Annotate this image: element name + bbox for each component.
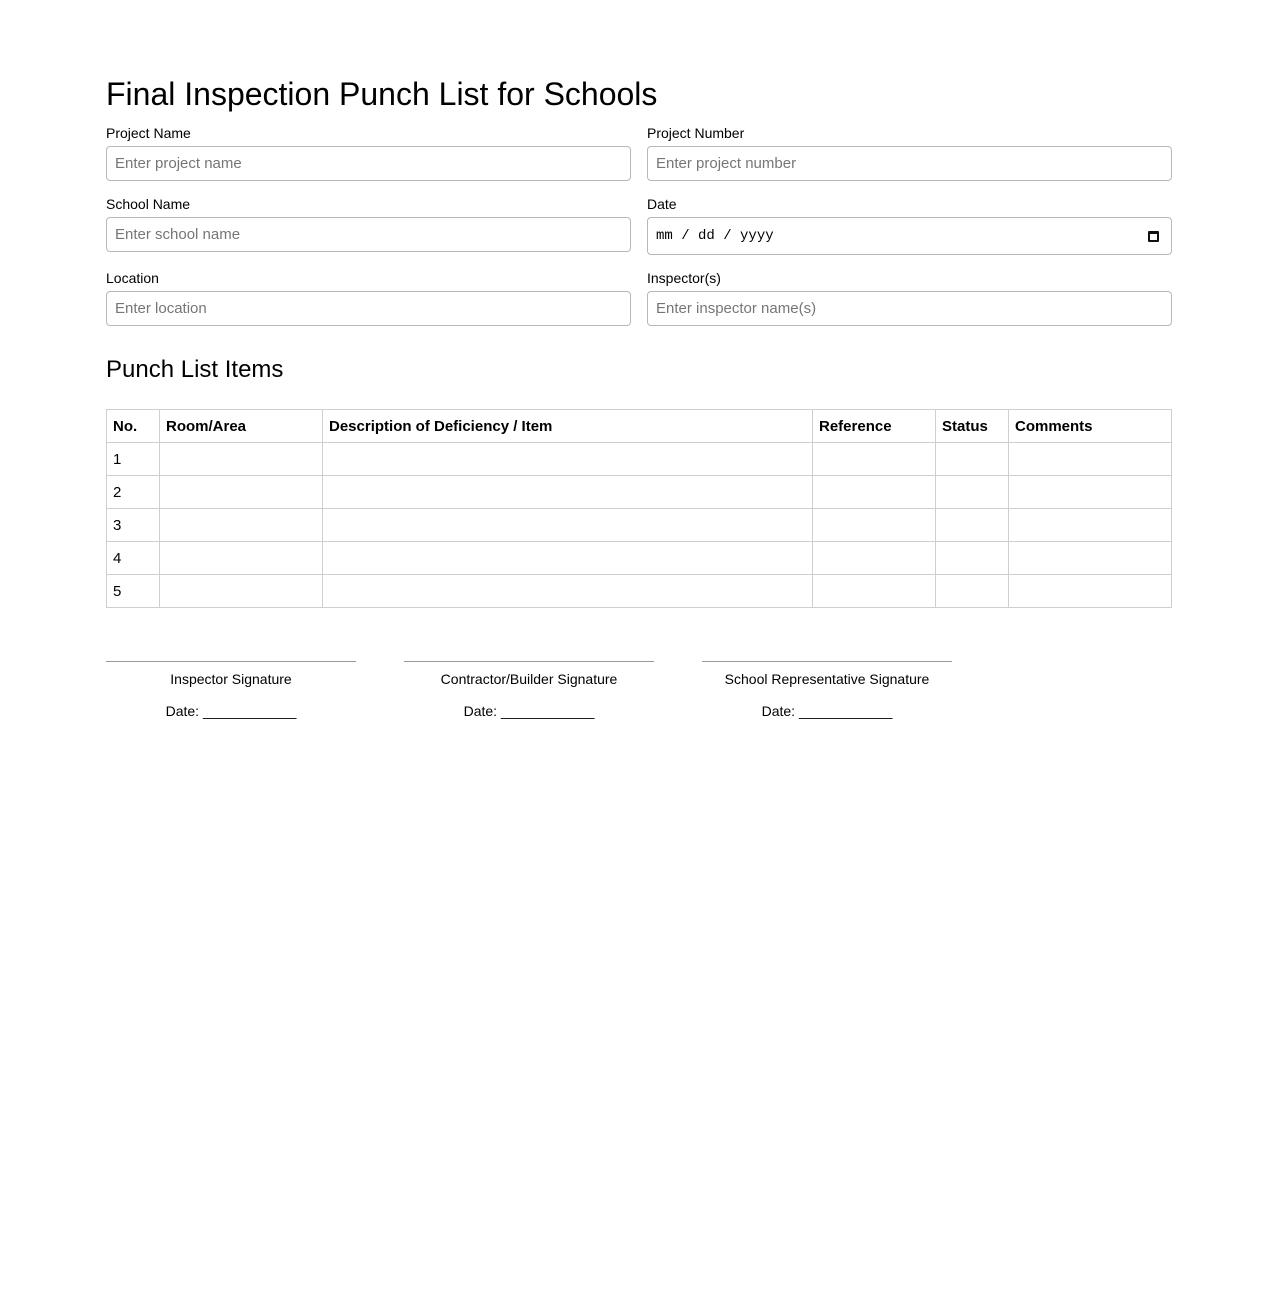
cell-no: 3 — [107, 509, 160, 542]
project-name-field — [106, 125, 631, 181]
cell-reference[interactable] — [813, 575, 936, 608]
table-header-row — [107, 410, 1172, 443]
inspectors-label: Inspector(s) — [647, 270, 721, 286]
cell-reference[interactable] — [813, 542, 936, 575]
cell-comments[interactable] — [1009, 542, 1172, 575]
school-rep-signature-block — [702, 661, 952, 719]
inspectors-field — [647, 270, 1172, 326]
contractor-signature-block — [404, 661, 654, 719]
cell-comments[interactable] — [1009, 476, 1172, 509]
inspector-signature-block — [106, 661, 356, 719]
project-name-label: Project Name — [106, 125, 191, 141]
col-reference: Reference — [813, 410, 936, 443]
cell-no: 4 — [107, 542, 160, 575]
cell-reference[interactable] — [813, 509, 936, 542]
cell-description[interactable] — [323, 476, 813, 509]
cell-room[interactable] — [160, 575, 323, 608]
date-input[interactable] — [647, 217, 1172, 255]
location-input[interactable] — [106, 291, 631, 326]
date-label: Date — [647, 196, 677, 212]
project-number-label: Project Number — [647, 125, 745, 141]
cell-room[interactable] — [160, 476, 323, 509]
col-description: Description of Deficiency / Item — [323, 410, 813, 443]
cell-no: 5 — [107, 575, 160, 608]
cell-reference[interactable] — [813, 443, 936, 476]
signature-line[interactable] — [106, 661, 356, 662]
date-placeholder: mm / dd / yyyy — [656, 228, 774, 244]
signature-section — [106, 661, 1000, 719]
project-number-field — [647, 125, 1172, 181]
signature-label: Inspector Signature — [170, 671, 292, 687]
col-comments: Comments — [1009, 410, 1172, 443]
cell-no: 1 — [107, 443, 160, 476]
inspectors-input[interactable] — [647, 291, 1172, 326]
cell-comments[interactable] — [1009, 443, 1172, 476]
cell-status[interactable] — [936, 575, 1009, 608]
table-row — [107, 443, 1172, 476]
table-row — [107, 476, 1172, 509]
signature-date: Date: ____________ — [761, 703, 893, 719]
col-status: Status — [936, 410, 1009, 443]
cell-comments[interactable] — [1009, 509, 1172, 542]
location-label: Location — [106, 270, 159, 286]
cell-description[interactable] — [323, 443, 813, 476]
date-field — [647, 196, 1172, 255]
table-row — [107, 542, 1172, 575]
signature-label: School Representative Signature — [724, 671, 930, 687]
school-name-label: School Name — [106, 196, 191, 212]
cell-room[interactable] — [160, 443, 323, 476]
punch-list-heading: Punch List Items — [106, 356, 284, 383]
signature-line[interactable] — [702, 661, 952, 662]
cell-description[interactable] — [323, 575, 813, 608]
signature-label: Contractor/Builder Signature — [440, 671, 618, 687]
cell-description[interactable] — [323, 542, 813, 575]
school-name-field — [106, 196, 631, 252]
signature-date: Date: ____________ — [165, 703, 297, 719]
col-room-area: Room/Area — [160, 410, 323, 443]
project-name-input[interactable] — [106, 146, 631, 181]
school-name-input[interactable] — [106, 217, 631, 252]
cell-status[interactable] — [936, 443, 1009, 476]
table-row — [107, 575, 1172, 608]
cell-status[interactable] — [936, 476, 1009, 509]
cell-comments[interactable] — [1009, 575, 1172, 608]
cell-description[interactable] — [323, 509, 813, 542]
location-field — [106, 270, 631, 326]
cell-room[interactable] — [160, 509, 323, 542]
cell-reference[interactable] — [813, 476, 936, 509]
cell-no: 2 — [107, 476, 160, 509]
col-no: No. — [107, 410, 160, 443]
project-number-input[interactable] — [647, 146, 1172, 181]
calendar-icon[interactable] — [1148, 231, 1159, 242]
cell-room[interactable] — [160, 542, 323, 575]
punch-list-table — [106, 409, 1172, 608]
table-row — [107, 509, 1172, 542]
signature-date: Date: ____________ — [463, 703, 595, 719]
cell-status[interactable] — [936, 542, 1009, 575]
page-title: Final Inspection Punch List for Schools — [106, 76, 658, 112]
signature-line[interactable] — [404, 661, 654, 662]
cell-status[interactable] — [936, 509, 1009, 542]
